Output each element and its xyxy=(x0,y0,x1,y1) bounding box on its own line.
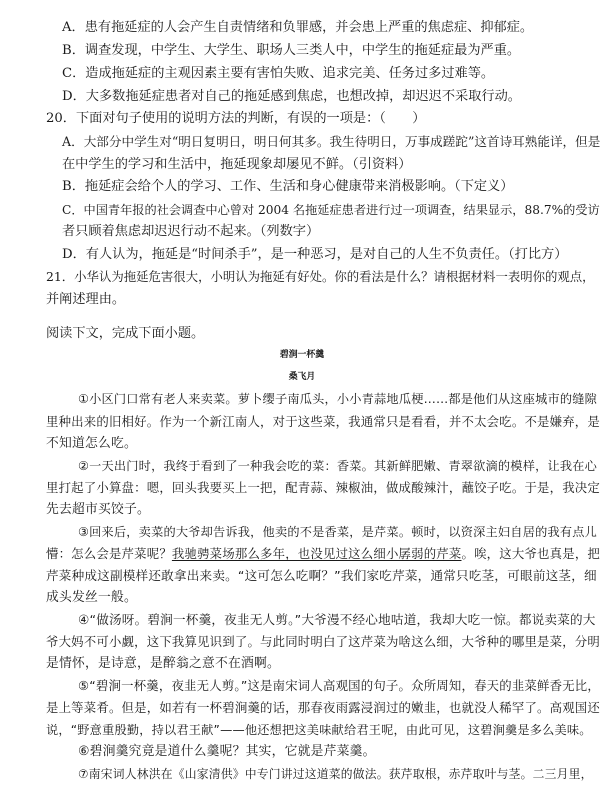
q19-option-c: C．造成拖延症的主观因素主要有害怕失败、追求完美、任务过多过难等。 xyxy=(62,66,495,81)
q20-stem: 20．下面对句子使用的说明方法的判断，有误的一项是：（ ） xyxy=(46,111,426,126)
q20-option-a-line2: 在中学生的学习和生活中，拖延现象却屡见不鲜。（引资料） xyxy=(62,157,412,172)
paragraph-3-line1: ③回来后，卖菜的大爷却告诉我，他卖的不是香菜，是芹菜。顿时，以资深主妇自居的我有点儿 xyxy=(78,525,598,539)
q20-option-a-line1: A．大部分中学生对“明日复明日，明日何其多。我生待明日，万事成蹉跎”这首诗耳熟能详，但是 xyxy=(62,134,601,149)
q19-option-b: B．调查发现，中学生、大学生、职场人三类人中，中学生的拖延症最为严重。 xyxy=(62,43,521,58)
paragraph-3-line2-pre: 懵：怎么会是芹菜呢？ xyxy=(46,546,172,561)
reading-instruction: 阅读下文，完成下面小题。 xyxy=(46,326,205,341)
q21-line2: 并阐述理由。 xyxy=(46,292,126,307)
q19-option-a: A．患有拖延症的人会产生自责情绪和负罪感，并会患上严重的焦虑症、抑郁症。 xyxy=(62,20,534,35)
paragraph-7-line1: ⑦南宋词人林洪在《山家清供》中专门讲过这道菜的做法。获芹取根，赤芹取叶与茎。二三月里， xyxy=(78,767,593,781)
paragraph-2-line2: 里打起了小算盘：嗯，回头我要买上一把，配青蒜、辣椒油，做成酸辣汁，蘸饺子吃。于是，我决定 xyxy=(46,480,600,495)
q20-option-c-line1: C．中国青年报的社会调查中心曾对 2004 名拖延症患者进行过一项调查，结果显示，88.7%的受访 xyxy=(62,203,600,217)
underlined-sentence: 我驰骋菜场那么多年，也没见过这么细小孱弱的芹菜 xyxy=(171,546,462,561)
paragraph-1-line2: 里种出来的旧相好。作为一个新江南人，对于这些菜，我通常只是看看，并不太会吃。不是嫌弃，是 xyxy=(46,414,600,429)
paragraph-5-line2: 是上等菜肴。但是，如若有一杯碧涧羹的话，那春夜雨露浸润过的嫩韭，也就没人稀罕了。高观国还 xyxy=(46,700,600,715)
paragraph-4-line3: 是情怀，是诗意，是醉翁之意不在酒啊。 xyxy=(46,656,280,671)
paragraph-3-line2-post: 。唉，这大爷也真是，把 xyxy=(461,546,600,561)
q20-option-d: D．有人认为，拖延是“时间杀手”，是一种恶习，是对自己的人生不负责任。（打比方） xyxy=(62,247,568,262)
paragraph-5-line3: 说，“野意重殷勤，持以君王献”——他还想把这美味献给君王呢，由此可见，这碧涧羹是多么美味。 xyxy=(46,723,592,737)
paragraph-1-line1: ①小区门口常有老人来卖菜。萝卜缨子南瓜头，小小青蒜地瓜梗……都是他们从这座城市的缝隙 xyxy=(78,392,598,406)
paragraph-5-line1: ⑤“碧涧一杯羹，夜韭无人剪。”这是南宋词人高观国的句子。众所周知，春天的韭菜鲜香无比， xyxy=(78,678,600,693)
q20-option-c-line2: 者只顾着焦虑却迟迟行动不起来。（列数字） xyxy=(62,224,320,239)
q21-line1: 21．小华认为拖延危害很大，小明认为拖延有好处。你的看法是什么？请根据材料一表明你的观点， xyxy=(46,269,595,284)
paragraph-6-line1: ⑥碧涧羹究竟是道什么羹呢？其实，它就是芹菜羹。 xyxy=(78,744,376,759)
paragraph-2-line1: ②一天出门时，我终于看到了一种我会吃的菜：香菜。其新鲜肥嫩、青翠欲滴的模样，让我在心 xyxy=(78,459,598,473)
paragraph-4-line2: 爷大妈不可小觑，这下我算见识到了。与此同时明白了这芹菜为啥这么细，大爷种的哪里是菜，分明 xyxy=(46,634,600,649)
article-author: 桑飞月 xyxy=(288,372,316,382)
paragraph-4-line1: ④“做汤呀。碧涧一杯羹，夜韭无人剪。”大爷漫不经心地咕道，我却大吃一惊。都说卖菜的大 xyxy=(78,612,596,627)
q19-option-d: D．大多数拖延症患者对自己的拖延感到焦虑，也想改掉，却迟迟不采取行动。 xyxy=(62,89,521,104)
paragraph-3-line2 xyxy=(46,545,600,563)
q20-option-b: B．拖延症会给个人的学习、工作、生活和身心健康带来消极影响。（下定义） xyxy=(62,179,514,194)
paragraph-2-line3: 先去超市买饺子。 xyxy=(46,502,150,517)
paragraph-1-line3: 不知道怎么吃。 xyxy=(46,436,137,451)
article-title: 碧涧一杯羹 xyxy=(279,350,325,360)
paragraph-3-line3: 芹菜种成这副模样还敢拿出来卖。“这可怎么吃啊？”我们家吃芹菜，通常只吃茎，可眼前这茎，细 xyxy=(46,568,597,583)
paragraph-3-line4: 成头发丝一般。 xyxy=(46,590,137,605)
